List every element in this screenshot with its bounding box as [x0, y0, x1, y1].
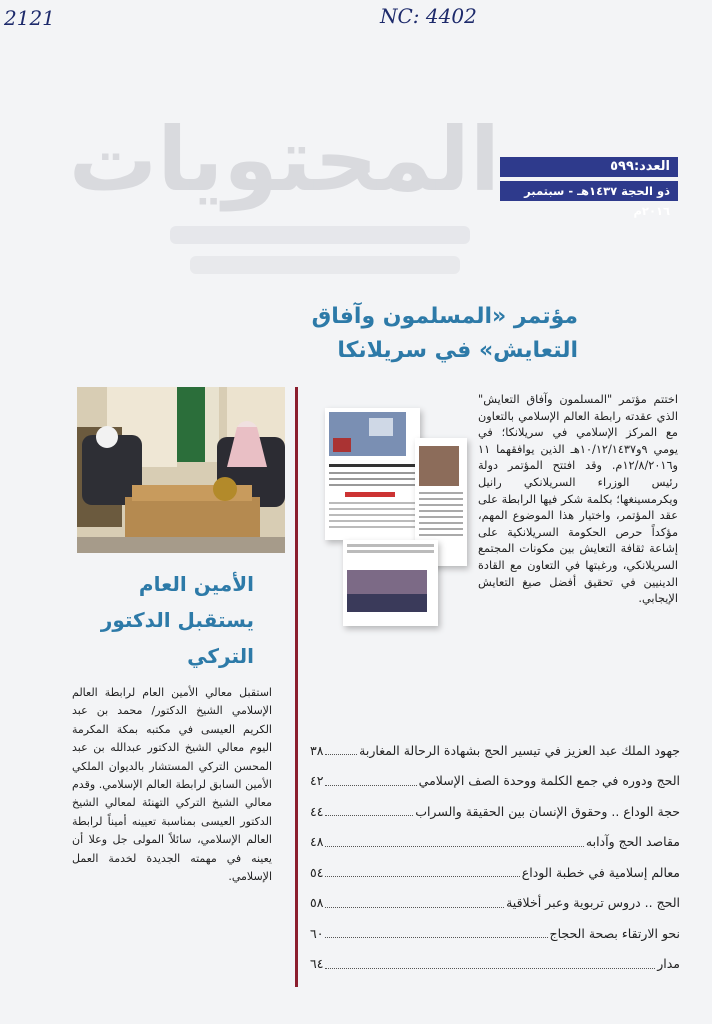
meeting-photo-graphic: [77, 387, 285, 553]
side-article-body: استقبل معالي الأمين العام لرابطة العالم الإسلامي الشيخ الدكتور/ محمد بن عبد الكريم العيسى في مكتبه بمكة المكرمة اليوم معالي الشيخ الدكتور عبدالله بن عبد المحسن التركي المستشار بالديوان الملكي الأمين السابق لرابطة العالم الإسلامي. وقدم معالي الشيخ التركي التهنئة لمعالي الشيخ الدكتور العيسى بمناسبة تعيينه أميناً لرابطة العالم الإسلامي، سائلاً المولى جل وعلا أن يعينه في مهمته الجديدة لخدمة العمل الإسلامي.: [72, 686, 272, 884]
toc-item-title: الحج ودوره في جمع الكلمة ووحدة الصف الإسلامي: [418, 773, 680, 789]
article-thumbnail-3: [343, 540, 438, 626]
article-thumbnail-1: [325, 408, 420, 540]
toc-item-title: جهود الملك عبد العزيز في تيسير الحج بشهادة الرحالة المغاربة: [359, 742, 680, 758]
toc-item-title: الحج .. دروس تربوية وعبر أخلاقية: [506, 895, 680, 911]
toc-item-title: مدار: [657, 956, 680, 972]
toc-item-page: ٦٤: [310, 956, 324, 972]
toc-item-page: ٦٠: [310, 925, 324, 941]
toc-item-page: ٣٨: [310, 742, 324, 758]
toc-item-page: ٤٤: [310, 803, 324, 819]
toc-item[interactable]: [310, 735, 680, 766]
issue-number: العدد:٥٩٩: [500, 157, 678, 177]
toc-item-title: نحو الارتقاء بصحة الحجاج: [549, 925, 680, 941]
main-article-title: مؤتمر «المسلمون وآفاق التعايش» في سريلانكا: [311, 304, 578, 363]
toc-leader: [325, 906, 504, 908]
toc-item-title: مقاصد الحج وآدابه: [585, 834, 680, 850]
thumbnail-page-graphic: [325, 408, 420, 540]
toc-leader: [325, 753, 357, 755]
toc-leader: [325, 784, 416, 786]
meeting-photo: [77, 387, 285, 553]
handwritten-number: 2121: [4, 6, 55, 30]
toc-leader: [325, 875, 519, 877]
toc-item-title: معالم إسلامية في خطبة الوداع: [521, 864, 680, 880]
side-article-title: الأمين العام يستقبل الدكتور التركي: [100, 572, 254, 668]
handwritten-catalog-number: NC: 4402: [380, 4, 477, 28]
column-divider: [295, 387, 298, 987]
toc-item[interactable]: [310, 827, 680, 858]
toc-item-page: ٤٢: [310, 773, 324, 789]
toc-leader: [325, 814, 413, 816]
toc-leader: [325, 967, 655, 969]
toc-item[interactable]: [310, 949, 680, 980]
toc-item-page: ٥٨: [310, 895, 324, 911]
toc-item[interactable]: [310, 796, 680, 827]
toc-item[interactable]: [310, 857, 680, 888]
toc-item[interactable]: [310, 766, 680, 797]
thumbnail-page-graphic: [343, 540, 438, 626]
toc-leader: [325, 845, 583, 847]
main-article-body: اختتم مؤتمر "المسلمون وآفاق التعايش" الذي عقدته رابطة العالم الإسلامي بالتعاون مع المركز الإسلامي في سريلانكا؛ في يومي ٩و١٠/١٢/١٤٣٧هـ الذين يوافقهما ١١ و١٢/٨/٢٠١٦م. وقد افتتح المؤتمر دولة رئيس الوزراء السريلانكي رانيل ويكرمسينغها؛ بكلمة شكر فيها الرابطة على عقد المؤتمر، واختيار هذا الموضوع المهم، مؤكداً حرص الحكومة السريلانكية على إشاعة ثقافة التعايش بين مكونات المجتمع السريلانكي، ورغبتها في التعاون مع القادة الدينيين في تحقيق أفضل صيغ التعايش الإيجابي.: [478, 393, 678, 606]
page-title: المحتويات: [68, 108, 500, 211]
issue-date: ذو الحجة ١٤٣٧هـ - سبتمبر ٢٠١٦م: [500, 181, 678, 201]
ghost-lines-graphic: [150, 220, 490, 290]
toc-item-page: ٤٨: [310, 834, 324, 850]
toc-item[interactable]: [310, 888, 680, 919]
toc-leader: [325, 936, 547, 938]
toc-item[interactable]: [310, 918, 680, 949]
ghost-text: [150, 220, 490, 290]
table-of-contents: [310, 735, 680, 979]
toc-item-title: حجة الوداع .. وحقوق الإنسان بين الحقيقة والسراب: [415, 803, 680, 819]
toc-item-page: ٥٤: [310, 864, 324, 880]
